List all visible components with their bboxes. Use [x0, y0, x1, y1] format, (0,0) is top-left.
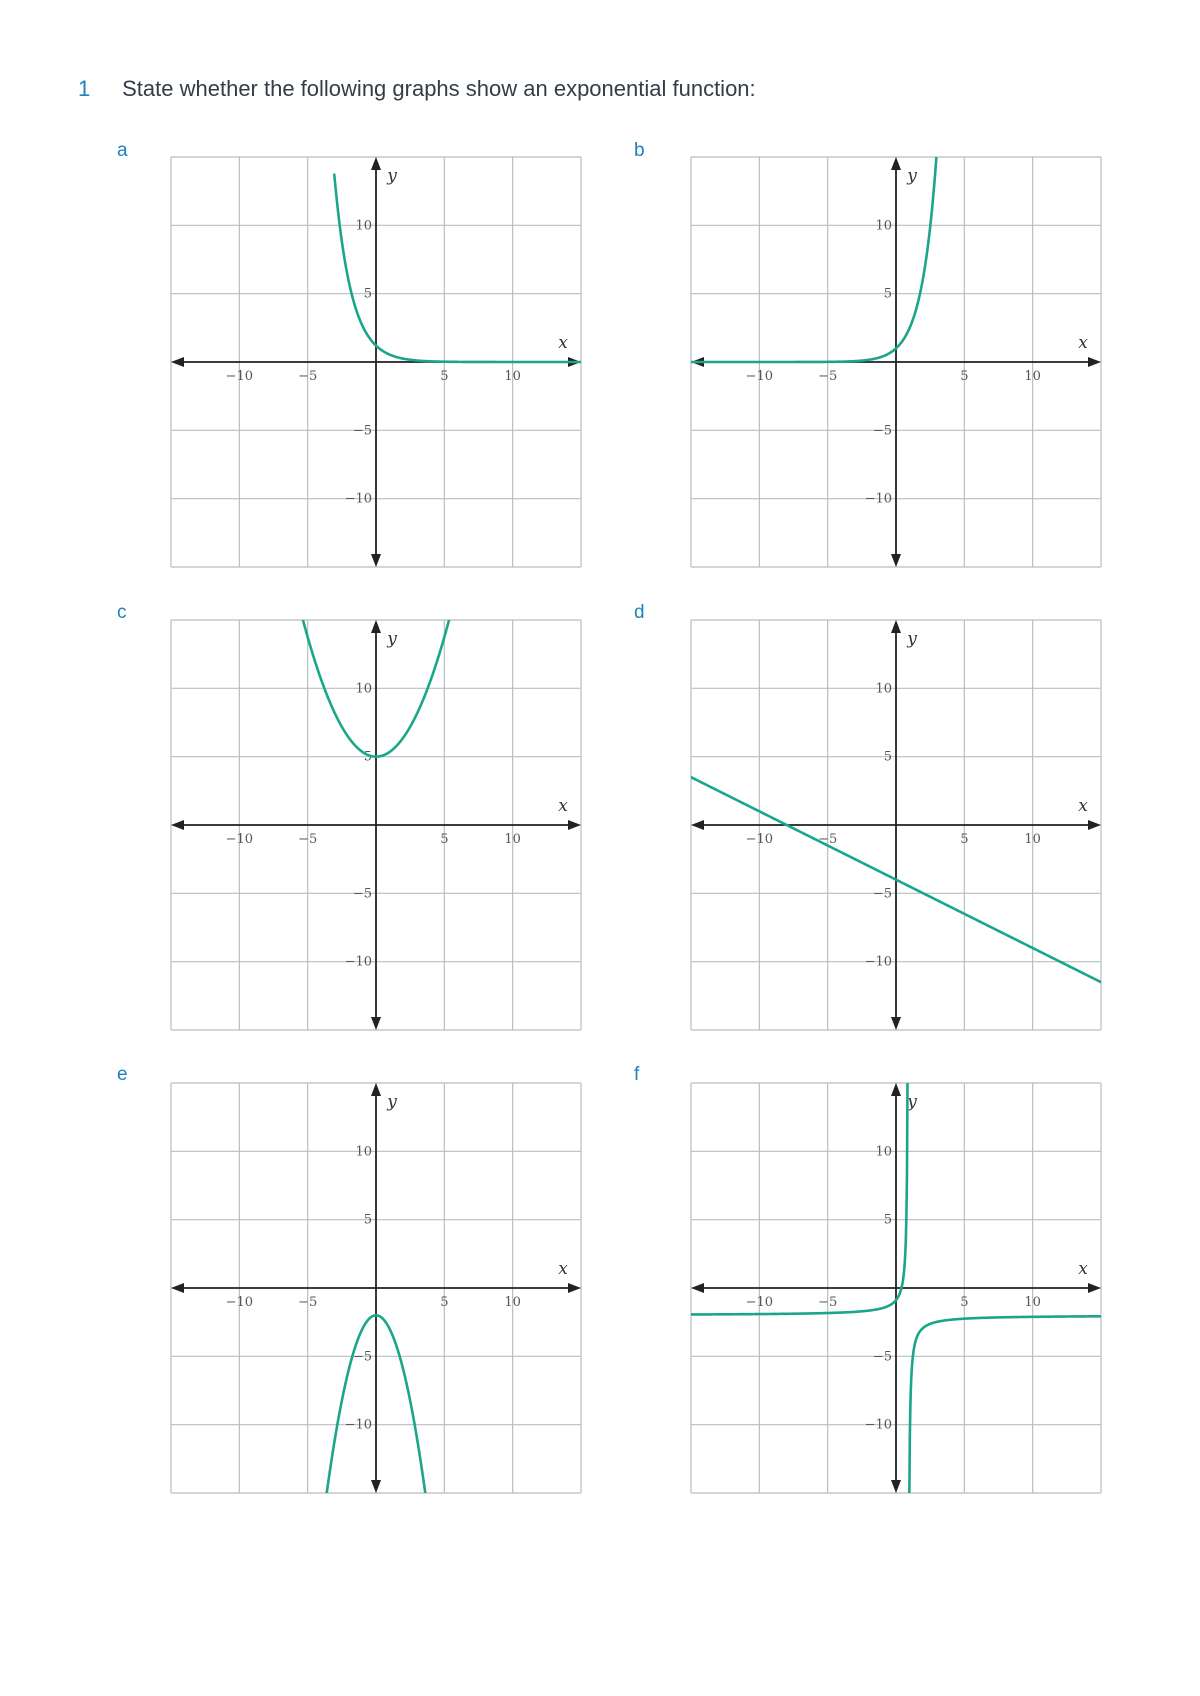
graph-svg — [691, 157, 1101, 567]
series-line-1 — [691, 1080, 908, 1315]
x-axis-arrow-right — [568, 1283, 581, 1293]
y-tick-label: −10 — [344, 1417, 372, 1433]
y-axis-label: y — [387, 1092, 397, 1112]
x-axis-arrow-right — [1088, 820, 1101, 830]
y-axis-arrow-up — [371, 620, 381, 633]
y-tick-label: 10 — [875, 681, 892, 697]
x-axis-arrow-right — [1088, 1283, 1101, 1293]
x-tick-label: −10 — [225, 832, 254, 847]
part-label-a: a — [117, 140, 128, 161]
y-axis-arrow-down — [371, 1017, 381, 1030]
x-tick-label: 10 — [1024, 1295, 1041, 1310]
y-axis-label: y — [907, 166, 917, 186]
x-axis-arrow-left — [691, 820, 704, 830]
x-tick-label: −5 — [818, 832, 838, 847]
part-label-d: d — [634, 602, 645, 623]
x-tick-label: 5 — [960, 369, 969, 384]
y-tick-label: 5 — [363, 749, 372, 765]
graph-e — [171, 1083, 581, 1493]
graph-c — [171, 620, 581, 1030]
x-axis-arrow-left — [691, 1283, 704, 1293]
part-label-c: c — [117, 602, 127, 623]
graph-svg — [691, 1083, 1101, 1493]
x-tick-label: −10 — [745, 369, 774, 384]
y-axis-arrow-up — [891, 1083, 901, 1096]
y-tick-label: 10 — [355, 1144, 372, 1160]
graph-svg — [171, 1083, 581, 1493]
question — [78, 76, 756, 102]
x-tick-label: −5 — [818, 369, 838, 384]
y-tick-label: 10 — [875, 1144, 892, 1160]
y-tick-label: 10 — [355, 681, 372, 697]
part-label-b: b — [634, 140, 645, 161]
x-tick-label: −5 — [298, 369, 318, 384]
x-tick-label: −10 — [225, 1295, 254, 1310]
y-axis-label: y — [387, 629, 397, 649]
y-axis-arrow-down — [891, 1017, 901, 1030]
y-tick-label: 5 — [883, 1212, 892, 1228]
graph-b — [691, 157, 1101, 567]
y-tick-label: −10 — [864, 491, 892, 507]
y-tick-label: 5 — [363, 286, 372, 302]
y-axis-arrow-up — [371, 157, 381, 170]
x-axis-label: x — [1078, 796, 1088, 816]
question-number: 1 — [78, 76, 91, 101]
graph-svg — [691, 620, 1101, 1030]
y-tick-label: 10 — [355, 218, 372, 234]
x-tick-label: −10 — [745, 1295, 774, 1310]
y-axis-arrow-down — [371, 1480, 381, 1493]
x-axis-label: x — [558, 333, 568, 353]
y-tick-label: −10 — [344, 491, 372, 507]
x-axis-arrow-left — [171, 1283, 184, 1293]
part-label-f: f — [634, 1064, 640, 1085]
x-tick-label: 10 — [504, 1295, 521, 1310]
x-tick-label: −5 — [298, 1295, 318, 1310]
y-tick-label: 5 — [363, 1212, 372, 1228]
y-tick-label: −5 — [352, 886, 372, 902]
x-tick-label: −5 — [818, 1295, 838, 1310]
x-axis-arrow-left — [171, 820, 184, 830]
x-tick-label: 5 — [440, 1295, 449, 1310]
x-axis-label: x — [1078, 1259, 1088, 1279]
y-tick-label: −10 — [344, 954, 372, 970]
part-label-e: e — [117, 1064, 128, 1085]
series-line-2 — [909, 1316, 1101, 1493]
y-tick-label: −5 — [352, 1349, 372, 1365]
graph-d — [691, 620, 1101, 1030]
y-axis-label: y — [387, 166, 397, 186]
y-tick-label: −10 — [864, 954, 892, 970]
series-line-1 — [334, 175, 581, 362]
x-tick-label: 5 — [440, 832, 449, 847]
y-tick-label: 5 — [883, 286, 892, 302]
x-axis-arrow-right — [1088, 357, 1101, 367]
y-axis-arrow-down — [371, 554, 381, 567]
question-text: State whether the following graphs show an exponential function: — [122, 76, 756, 101]
graph-svg — [171, 620, 581, 1030]
series-line-1 — [691, 158, 936, 362]
x-tick-label: −10 — [745, 832, 774, 847]
x-tick-label: 10 — [504, 369, 521, 384]
y-tick-label: −10 — [864, 1417, 892, 1433]
y-axis-arrow-up — [891, 157, 901, 170]
y-axis-arrow-up — [371, 1083, 381, 1096]
x-tick-label: −5 — [298, 832, 318, 847]
y-tick-label: −5 — [352, 423, 372, 439]
x-tick-label: 10 — [504, 832, 521, 847]
x-tick-label: 5 — [960, 832, 969, 847]
x-tick-label: 5 — [440, 369, 449, 384]
x-tick-label: 10 — [1024, 369, 1041, 384]
y-tick-label: −5 — [872, 886, 892, 902]
y-tick-label: 10 — [875, 218, 892, 234]
y-tick-label: −5 — [872, 423, 892, 439]
y-tick-label: −5 — [872, 1349, 892, 1365]
x-tick-label: 5 — [960, 1295, 969, 1310]
x-axis-arrow-left — [171, 357, 184, 367]
y-axis-label: y — [907, 1092, 917, 1112]
graph-f — [691, 1083, 1101, 1493]
x-tick-label: 10 — [1024, 832, 1041, 847]
x-axis-arrow-right — [568, 820, 581, 830]
graph-svg — [171, 157, 581, 567]
graph-a — [171, 157, 581, 567]
y-axis-arrow-down — [891, 1480, 901, 1493]
x-axis-label: x — [558, 1259, 568, 1279]
y-axis-arrow-up — [891, 620, 901, 633]
x-axis-label: x — [1078, 333, 1088, 353]
x-axis-label: x — [558, 796, 568, 816]
x-tick-label: −10 — [225, 369, 254, 384]
y-tick-label: 5 — [883, 749, 892, 765]
y-axis-label: y — [907, 629, 917, 649]
y-axis-arrow-down — [891, 554, 901, 567]
